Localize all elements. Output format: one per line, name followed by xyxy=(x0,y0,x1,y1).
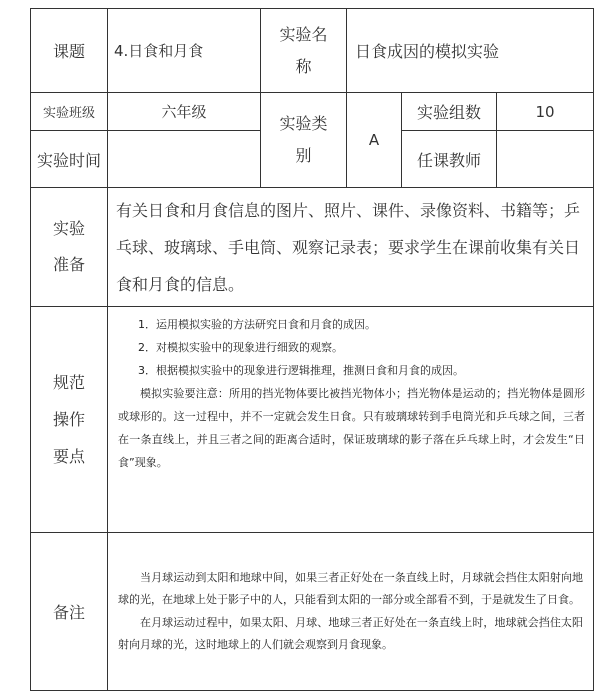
operations-label: 规范操作要点 xyxy=(31,307,108,533)
group-count-value: 10 xyxy=(497,93,594,131)
operations-item-2: 2．对模拟实验中的现象进行细致的观察。 xyxy=(138,341,343,354)
notes-content xyxy=(108,533,594,691)
time-value xyxy=(108,131,261,188)
operations-item-3: 3．根据模拟实验中的现象进行逻辑推理，推测日食和月食的成因。 xyxy=(138,364,464,377)
topic-label: 课题 xyxy=(31,9,108,93)
time-label: 实验时间 xyxy=(31,131,108,188)
experiment-record-table xyxy=(30,8,594,691)
group-count-label: 实验组数 xyxy=(402,93,497,131)
operations-note: 模拟实验要注意：所用的挡光物体要比被挡光物体小；挡光物体是运动的；挡光物体是圆形或球形的。这一过程中，并不一定就会发生日食。只有玻璃球转到手电筒光和乒乓球之间，三者在一条直线上，并且三者之间的距离合适时，保证玻璃球的影子落在乒乓球上时，才会发生“日食”现象。 xyxy=(118,387,586,469)
experiment-name-label: 实验名称 xyxy=(261,9,347,93)
operations-content xyxy=(108,307,594,533)
category-label: 实验类别 xyxy=(261,93,347,188)
notes-paragraph-2: 在月球运动过程中，如果太阳、月球、地球三者正好处在一条直线上时，地球就会挡住太阳射向月球的光，这时地球上的人们就会观察到月食现象。 xyxy=(118,615,584,651)
class-value: 六年级 xyxy=(108,93,261,131)
notes-paragraph-1: 当月球运动到太阳和地球中间，如果三者正好处在一条直线上时，月球就会挡住太阳射向地球的光，在地球上处于影子中的人，只能看到太阳的一部分或全部看不到，于是就发生了日食。 xyxy=(118,570,584,606)
preparation-text: 有关日食和月食信息的图片、照片、课件、录像资料、书籍等；乒乓球、玻璃球、手电筒、观察记录表；要求学生在课前收集有关日食和月食的信息。 xyxy=(108,188,594,307)
experiment-name-value: 日食成因的模拟实验 xyxy=(347,9,594,93)
category-value: A xyxy=(347,93,402,188)
class-label: 实验班级 xyxy=(31,93,108,131)
notes-label: 备注 xyxy=(31,533,108,691)
preparation-label: 实验准备 xyxy=(31,188,108,307)
teacher-value xyxy=(497,131,594,188)
teacher-label: 任课教师 xyxy=(402,131,497,188)
topic-value: 4.日食和月食 xyxy=(108,9,261,93)
operations-item-1: 1．运用模拟实验的方法研究日食和月食的成因。 xyxy=(138,318,376,331)
